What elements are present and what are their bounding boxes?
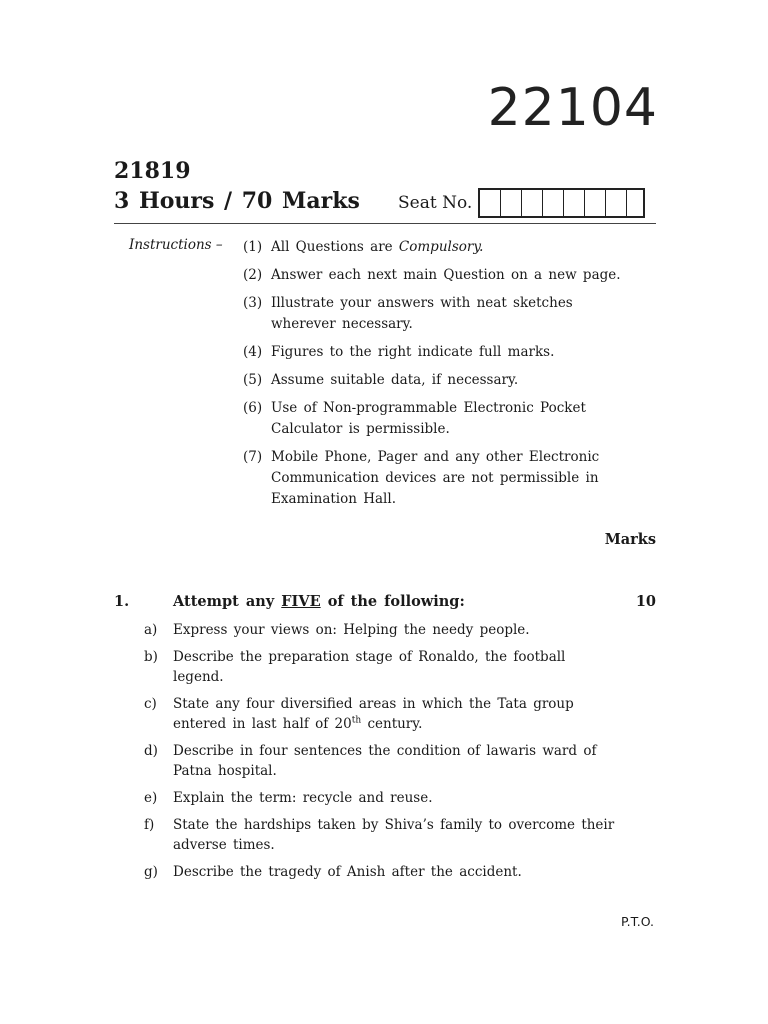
instructions-list [243, 237, 638, 517]
seat-box [522, 190, 543, 216]
subquestion-text: Explain the term: recycle and reuse. [173, 790, 433, 806]
question-title-emphasis: FIVE [281, 593, 321, 610]
seat-box [480, 190, 501, 216]
instruction-text: Illustrate your answers with neat sketches wherever necessary. [271, 295, 573, 332]
subquestion-text-after: century. [361, 716, 423, 732]
seat-box [501, 190, 522, 216]
instruction-item [243, 293, 638, 335]
subquestion-item [144, 647, 616, 687]
instruction-item [243, 265, 638, 286]
instruction-text: Use of Non-programmable Electronic Pocket Calculator is permissible. [271, 400, 586, 437]
instruction-number: (1) [243, 239, 263, 255]
seat-number-boxes [478, 188, 645, 218]
instruction-number: (5) [243, 372, 263, 388]
seat-box [585, 190, 606, 216]
seat-box [564, 190, 585, 216]
seat-box [627, 190, 643, 216]
instruction-number: (7) [243, 449, 263, 465]
seat-number-label: Seat No. [398, 193, 473, 213]
instruction-text: Figures to the right indicate full marks. [271, 344, 555, 360]
instruction-text-emphasis: Compulsory. [398, 239, 484, 255]
header-divider [114, 223, 656, 224]
instruction-text-plain: All Questions are [271, 239, 399, 255]
subquestion-text: Express your views on: Helping the needy people. [173, 622, 530, 638]
instruction-text: Mobile Phone, Pager and any other Electronic Communication devices are not permissible in Examination Hall. [271, 449, 600, 507]
subquestion-letter: f) [144, 817, 155, 833]
instruction-item [243, 370, 638, 391]
subquestion-text [173, 694, 616, 734]
subquestion-item [144, 741, 616, 781]
subject-code-large: 22104 [487, 78, 658, 138]
question-title-pre: Attempt any [173, 593, 282, 610]
instruction-item [243, 398, 638, 440]
seat-box [606, 190, 627, 216]
paper-code: 21819 [114, 158, 191, 184]
instruction-item [243, 342, 638, 363]
marks-column-heading: Marks [604, 531, 656, 548]
subquestion-list [144, 620, 616, 889]
please-turn-over: P.T.O. [621, 914, 654, 929]
subquestion-item [144, 788, 616, 808]
seat-box [543, 190, 564, 216]
instruction-number: (3) [243, 295, 263, 311]
subquestion-text: Describe the preparation stage of Ronaldo, the football legend. [173, 649, 566, 685]
ordinal-superscript: th [351, 715, 362, 726]
subquestion-letter: c) [144, 696, 157, 712]
instruction-text [271, 237, 638, 258]
instruction-item [243, 237, 638, 258]
question-marks: 10 [635, 593, 656, 610]
duration-marks: 3 Hours / 70 Marks [114, 188, 360, 214]
question-title [173, 593, 465, 610]
instruction-item [243, 447, 638, 510]
instruction-number: (6) [243, 400, 263, 416]
instructions-label: Instructions – [129, 237, 223, 253]
seat-number-block [398, 188, 645, 218]
subquestion-item [144, 815, 616, 855]
instruction-text: Assume suitable data, if necessary. [271, 372, 519, 388]
instruction-text: Answer each next main Question on a new page. [271, 267, 621, 283]
subquestion-text-main: State any four diversified areas in which the Tata group entered in last half of 20 [173, 696, 574, 732]
subquestion-letter: d) [144, 743, 158, 759]
subquestion-letter: a) [144, 622, 158, 638]
subquestion-letter: g) [144, 864, 158, 880]
subquestion-text: Describe the tragedy of Anish after the accident. [173, 864, 522, 880]
subquestion-item [144, 862, 616, 882]
subquestion-letter: b) [144, 649, 158, 665]
instruction-number: (2) [243, 267, 263, 283]
subquestion-text: Describe in four sentences the condition of lawaris ward of Patna hospital. [173, 743, 597, 779]
subquestion-item [144, 694, 616, 734]
subquestion-item [144, 620, 616, 640]
instruction-number: (4) [243, 344, 263, 360]
subquestion-text: State the hardships taken by Shiva’s family to overcome their adverse times. [173, 817, 615, 853]
subquestion-letter: e) [144, 790, 158, 806]
question-number: 1. [114, 593, 130, 610]
question-title-post: of the following: [320, 593, 465, 610]
